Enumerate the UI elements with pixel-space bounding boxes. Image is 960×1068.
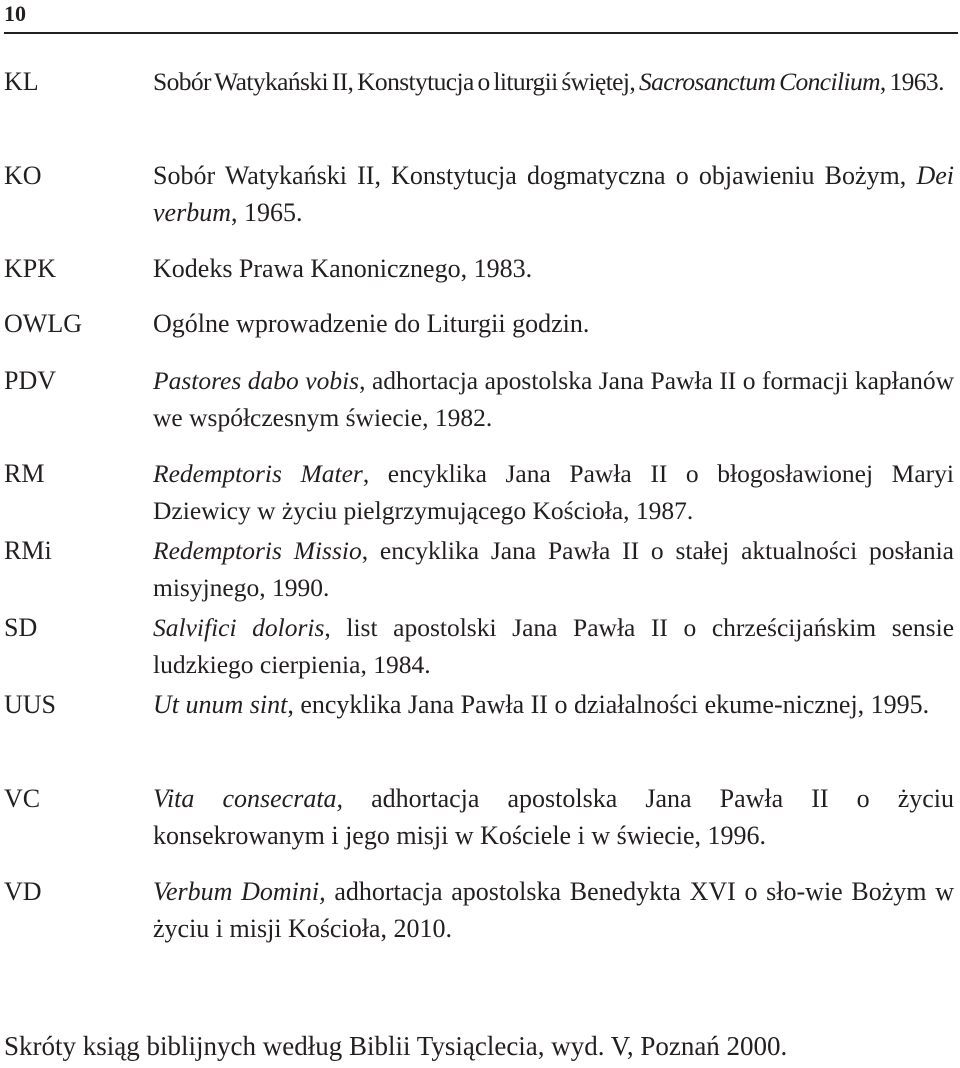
bible-abbreviations-note: Skróty ksiąg biblijnych według Biblii Tysiąclecia, wyd. V, Poznań 2000. xyxy=(4,1031,788,1061)
abbreviation-description xyxy=(153,362,954,436)
abbreviation-description xyxy=(153,250,954,287)
abbreviation-description xyxy=(153,63,954,100)
abbreviation-description xyxy=(153,873,954,947)
abbreviation-description xyxy=(153,157,954,231)
description-text: Sobór Watykański II, Konstytucja o liturgii świętej, xyxy=(153,67,639,96)
abbreviation: KO xyxy=(4,161,42,190)
abbreviation-description xyxy=(153,686,954,723)
description-text: , list apostolski Jana Pawła II o chrześcijańskim sensie ludzkiego cierpienia, 1984. xyxy=(153,613,955,679)
abbreviation-description xyxy=(153,780,954,854)
abbreviation-description xyxy=(153,609,954,683)
document-title: Vita consecrata, xyxy=(153,784,344,813)
abbreviation-description xyxy=(153,305,954,342)
description-text: adhortacja apostolska Benedykta XVI o sło-wie Bożym w życiu i misji Kościoła, 2010. xyxy=(153,877,954,943)
abbreviation: RM xyxy=(4,459,45,488)
page-number: 10 xyxy=(4,1,26,26)
description-text: Sobór Watykański II, Konstytucja dogmatyczna o objawieniu Bożym, xyxy=(153,161,917,190)
description-tail: , 1965. xyxy=(230,198,303,227)
description-text: , adhortacja apostolska Jana Pawła II o formacji kapłanów we współczesnym świecie, 1982. xyxy=(153,366,954,432)
description-text: adhortacja apostolska Jana Pawła II o życiu konsekrowanym i jego misji w Kościele i w świecie, 1996. xyxy=(153,784,954,850)
document-title: Verbum Domini, xyxy=(153,877,326,906)
abbreviation: OWLG xyxy=(4,309,82,338)
description-text: , encyklika Jana Pawła II o stałej aktualności posłania misyjnego, 1990. xyxy=(153,536,954,602)
abbreviation: KL xyxy=(4,67,39,96)
document-title: Salvifici doloris xyxy=(153,613,325,642)
abbreviation: VC xyxy=(4,784,41,813)
document-title: Sacrosanctum Concilium xyxy=(638,67,880,96)
abbreviation: RMi xyxy=(4,536,52,565)
document-title: Pastores dabo vobis xyxy=(153,366,360,395)
description-tail: , 1963. xyxy=(879,67,944,96)
abbreviation: KPK xyxy=(4,254,57,283)
document-title: Ut unum sint xyxy=(153,690,288,719)
abbreviation: PDV xyxy=(4,366,57,395)
header-rule xyxy=(4,32,958,34)
description-text: , encyklika Jana Pawła II o działalności ekume-nicznej, 1995. xyxy=(287,690,930,719)
document-title: Redemptoris Missio xyxy=(153,536,362,565)
abbreviation-description xyxy=(153,455,954,529)
description-text: , encyklika Jana Pawła II o błogosławionej Maryi Dziewicy w życiu pielgrzymującego Kościoła, 1987. xyxy=(153,459,954,525)
abbreviation: SD xyxy=(4,613,38,642)
abbreviation: VD xyxy=(4,877,42,906)
document-title: Dei verbum xyxy=(153,161,954,227)
description-text: Kodeks Prawa Kanonicznego, 1983. xyxy=(153,254,533,283)
abbreviation-description xyxy=(153,532,954,606)
description-text: Ogólne wprowadzenie do Liturgii godzin. xyxy=(153,309,590,338)
document-title: Redemptoris Mater xyxy=(153,459,363,488)
abbreviation: UUS xyxy=(4,690,57,719)
